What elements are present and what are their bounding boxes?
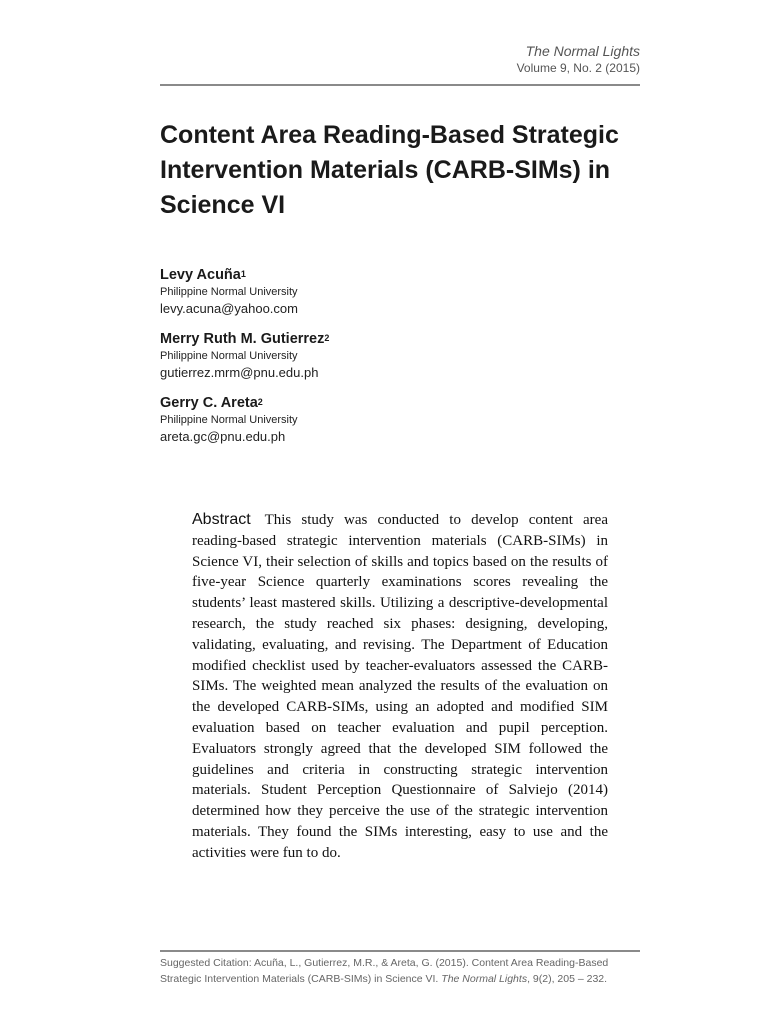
author-affiliation-marker: 2 xyxy=(324,333,330,343)
abstract-label: Abstract xyxy=(192,511,251,528)
author-affiliation: Philippine Normal University xyxy=(160,414,298,426)
author-list xyxy=(160,266,640,458)
paper-title: Content Area Reading-Based Strategic Intervention Materials (CARB-SIMs) in Science VI xyxy=(160,121,619,219)
author-email: gutierrez.mrm@pnu.edu.ph xyxy=(160,365,319,380)
author-name: Gerry C. Areta$^2$ xyxy=(160,395,263,411)
author-affiliation-marker: 2 xyxy=(257,397,263,407)
citation-text: Suggested Citation: Acuña, L., Gutierrez, M.R., & Areta, G. (2015). Content Area Reading-Based Strategic Intervention Materials (CARB-SIMs) in Science VI. xyxy=(160,957,609,985)
author-name: Merry Ruth M. Gutierrez$^2$ xyxy=(160,331,330,347)
author-block xyxy=(160,330,640,381)
running-header xyxy=(517,42,640,76)
author-name: Levy Acuña$^1$ xyxy=(160,267,246,283)
citation-volume-pages: , 9(2), 205 – 232. xyxy=(527,973,608,985)
author-affiliation: Philippine Normal University xyxy=(160,286,298,298)
citation-journal: The Normal Lights xyxy=(441,973,528,985)
author-block xyxy=(160,394,640,445)
author-affiliation: Philippine Normal University xyxy=(160,350,298,362)
suggested-citation xyxy=(160,955,650,987)
abstract-text: This study was conducted to develop content area reading-based strategic intervention materials (CARB-SIMs) in Science VI, their selection of skills and topics based on the results of five-year Science quarterly examinations scores revealing the students’ least mastered skills. Utilizing a descriptive-developmental research, the study reached six phases: designing, developing, validating, evaluating, and revising. The Department of Education modified checklist used by teacher-evaluators assessed the CARB-SIMs. The weighted mean analyzed the results of the evaluation on the developed CARB-SIMs, using an adopted and modified SIM evaluation based on teacher evaluation and pupil perception. Evaluators strongly agreed that the developed SIM followed the guidelines and criteria in constructing strategic intervention materials. Student Perception Questionnaire of Salviejo (2014) determined how they perceive the use of the strategic intervention materials. They found the SIMs interesting, easy to use and the activities were fun to do. xyxy=(192,512,608,861)
abstract xyxy=(192,510,608,864)
author-affiliation-marker: 1 xyxy=(240,269,246,279)
header-divider xyxy=(160,84,640,86)
journal-name: The Normal Lights xyxy=(525,43,640,59)
author-block xyxy=(160,266,640,317)
author-email: areta.gc@pnu.edu.ph xyxy=(160,429,286,444)
footer-divider xyxy=(160,950,640,952)
journal-volume: Volume 9, No. 2 (2015) xyxy=(516,61,640,75)
author-email: levy.acuna@yahoo.com xyxy=(160,301,298,316)
